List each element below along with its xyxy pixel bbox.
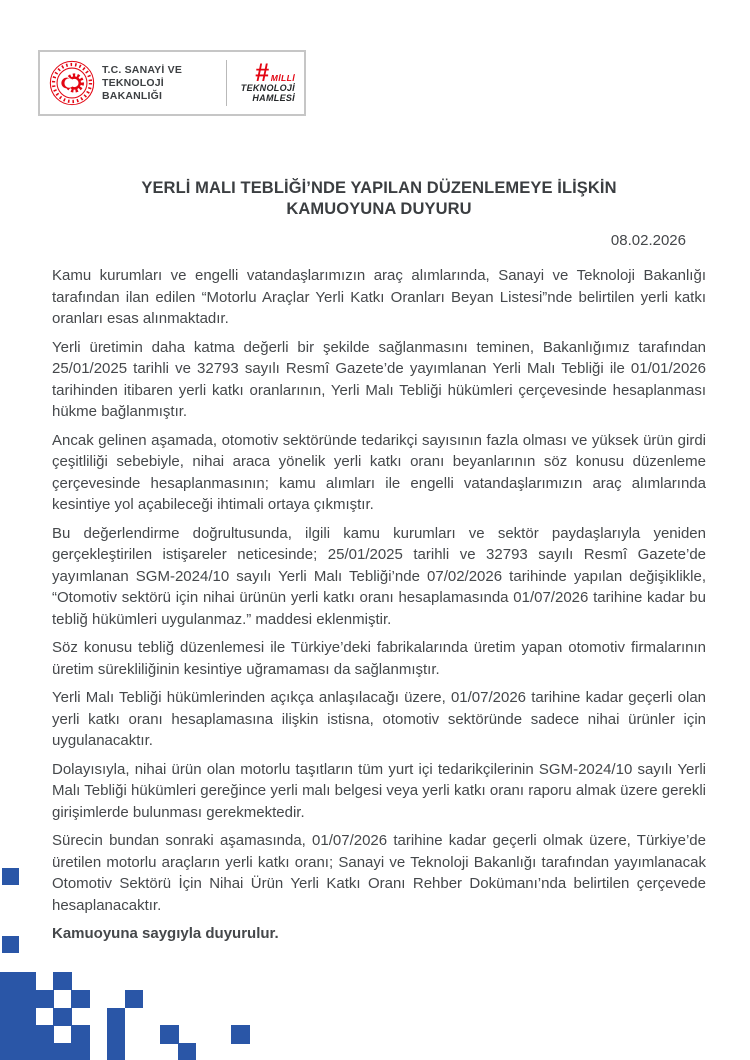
ministry-name-line1: T.C. SANAYİ VE [102,63,183,76]
logo-divider [226,60,227,106]
pixel-square [0,990,18,1008]
paragraph-6: Yerli Malı Tebliği hükümlerinden açıkça anlaşılacağı üzere, 01/07/2026 tarihine kadar geçerli olan yerli katkı oranı hesaplamasına ilişkin istisna, otomotiv sektöründe sadece nihai ürünler için uygulanacaktır. [52,689,706,749]
paragraph-2: Yerli üretimin daha katma değerli bir şekilde sağlanmasını teminen, Bakanlığımız tarafından 25/01/2025 tarihli ve 32793 sayılı Resmî Gazete’de yayımlanan Yerli Malı Tebliği ile 01/01/2026 tarihinden itibaren yerli katkı oranlarının, Yerli Malı Tebliği hükümleri çerçevesinde hesaplanması hükme bağlanmıştır. [52,338,706,420]
pixel-square [178,1043,196,1060]
closing-statement: Kamuoyuna saygıyla duyurulur. [52,925,279,942]
paragraph-1: Kamu kurumları ve engelli vatandaşlarımızın araç alımlarında, Sanayi ve Teknoloji Bakanlığı tarafından ilan edilen “Motorlu Araçlar Yerli Katkı Oranları Beyan Listesi”nde belirtilen yerli katkı oranları esas alınmaktadır. [52,267,706,327]
pixel-square [36,1025,54,1043]
paragraph-7: Dolayısıyla, nihai ürün olan motorlu taşıtların tüm yurt içi tedarikçilerinin SGM-2024/10 sayılı Yerli Malı Tebliği hükümleri gereğince yerli malı belgesi veya yerli katkı oranı raporu almak üzere gerekli girişimlerde bulunması gerekmektedir. [52,760,706,821]
page-title-line1: YERLİ MALI TEBLİĞİ’NDE YAPILAN DÜZENLEMEYE İLİŞKİN [141,179,617,197]
pixel-square [2,936,19,953]
pixel-square [36,1043,54,1060]
pixel-square [125,990,143,1008]
announcement-text [52,265,706,945]
mth-milli-label: MİLLİ [270,73,295,83]
pixel-square [107,1025,125,1043]
document-content [52,178,706,952]
mth-hamlesi-label: HAMLESİ [252,93,295,103]
hashtag-icon: # [254,59,269,87]
pixel-square [18,1043,36,1060]
pixel-square [18,1025,36,1043]
pixel-square [53,972,71,990]
pixel-square [53,1008,71,1026]
paragraph-4: Bu değerlendirme doğrultusunda, ilgili kamu kurumları ve sektör paydaşlarıyla yeniden gerçekleştirilen istişareler neticesinde; 25/01/2025 tarihli ve 32793 sayılı Resmî Gazete’de yayımlanan SGM-2024/10 sayılı Yerli Malı Tebliği’nde 07/02/2026 tarihinde yapılan değişiklikle, “Otomotiv sektörü için nihai ürünün yerli katkı oranı hesaplamasında 01/07/2026 tarihine kadar bu tebliğ hükümleri uygulanmaz.” maddesi eklenmiştir. [52,524,706,628]
pixel-square [0,1008,18,1026]
milli-teknoloji-hamlesi-logo [236,59,295,103]
page-title-line2: KAMUOYUNA DUYURU [286,200,472,218]
mth-teknoloji-label: TEKNOLOJİ [240,83,295,93]
page-title [52,178,706,220]
pixel-square [36,990,54,1008]
ministry-name-line2: TEKNOLOJİ BAKANLIĞI [102,76,164,102]
pixel-square [53,1043,71,1060]
pixel-square [107,1043,125,1060]
pixel-square [71,1043,89,1060]
pixel-square [2,868,19,885]
ministry-logo-box [38,50,306,116]
ministry-name [102,64,222,103]
ministry-seal-icon [49,60,95,106]
pixel-square [18,1008,36,1026]
pixel-square [231,1025,249,1043]
mth-top-row [254,59,295,87]
pixel-square [0,972,18,990]
pixel-square [71,1025,89,1043]
paragraph-8: Sürecin bundan sonraki aşamasında, 01/07/2026 tarihine kadar geçerli olmak üzere, Türkiye’de üretilen motorlu araçların yerli katkı oranı; Sanayi ve Teknoloji Bakanlığı tarafından yayımlanacak Otomotiv Sektörü İçin Nihai Ürün Yerli Katkı Oranı Rehber Dokümanı’nda belirtilen çerçevede hesaplanacaktır. [52,832,706,914]
pixel-square [0,1043,18,1060]
pixel-square [160,1025,178,1043]
pixel-square [0,1025,18,1043]
paragraph-3: Ancak gelinen aşamada, otomotiv sektöründe tedarikçi sayısının fazla olması ve yüksek ürün girdi çeşitliliği sebebiyle, nihai araca yönelik yerli katkı oranı beyanlarının söz konusu düzenleme çerçevesinde hesaplanmasının; kamu alımları ile engelli vatandaşlarımızın araç alımlarında kesintiye yol açabileceği ihtimali ortaya çıkmıştır. [52,431,706,513]
pixel-square [107,1008,125,1026]
pixel-square [18,972,36,990]
pixel-square [18,990,36,1008]
document-date: 08.02.2026 [610,232,686,249]
pixel-square [71,990,89,1008]
paragraph-5: Söz konusu tebliğ düzenlemesi ile Türkiye’deki fabrikalarında üretim yapan otomotiv firmalarının üretim sürekliliğinin kesintiye uğramaması da sağlanmıştır. [52,639,706,678]
